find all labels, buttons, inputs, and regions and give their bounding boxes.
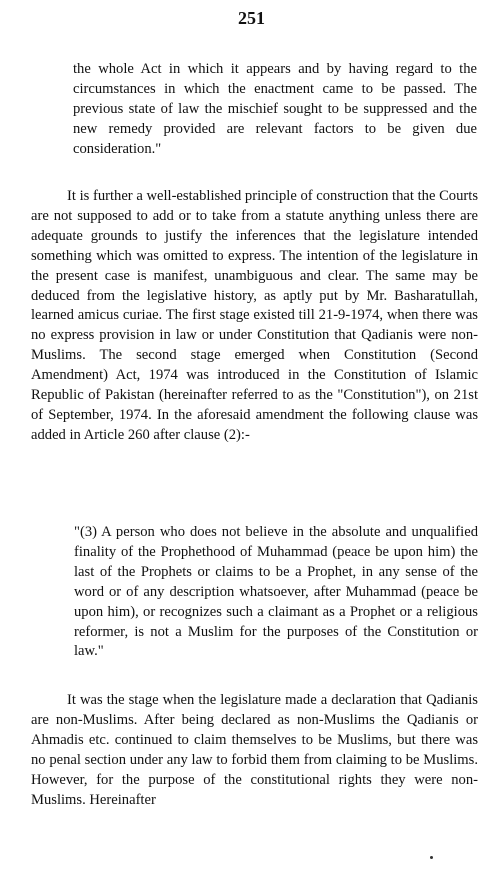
page-number: 251: [238, 8, 265, 28]
paragraph: "(3) A person who does not believe in the absolute and unqualified finality of the Prophethood of Muhammad (peace be upon him) the last of the Prophets or claims to be a Prophet, in any sense of the word or of any description whatsoever, after Muhammad (peace be upon him), or recognizes such a claimant as a Prophet or a religious reformer, is not a Muslim for the purposes of the Constitution or law.": [74, 524, 478, 660]
scan-speck: [430, 856, 433, 859]
body-paragraph: [31, 691, 478, 810]
quote-continuation: [73, 60, 477, 160]
body-paragraph: [31, 187, 478, 446]
paragraph: It is further a well-established principle of construction that the Courts are not supposed to add or to take from a statute anything unless there are adequate grounds to justify the inferences that the legislature intended something which was omitted to express. The intention of the legislature in the present case is manifest, unambiguous and clear. The same may be deduced from the legislative history, as aptly put by Mr. Basharatullah, learned amicus curiae. The first stage existed till 21-9-1974, when there was no express provision in law or under Constitution that Qadianis were non-Muslims. The second stage emerged when Constitution (Second Amendment) Act, 1974 was introduced in the Constitution of Islamic Republic of Pakistan (hereinafter referred to as the "Constitution"), on 21st of September, 1974. In the aforesaid amendment the following clause was added in Article 260 after clause (2):-: [31, 188, 478, 443]
block-quote: [74, 523, 478, 662]
paragraph: It was the stage when the legislature made a declaration that Qadianis are non-Muslims. After being declared as non-Muslims the Qadianis or Ahmadis etc. continued to claim themselves to be Muslims, but there was no penal section under any law to forbid them from claiming to be Muslims. However, for the purpose of the constitutional rights they were non-Muslims. Hereinafter: [31, 692, 478, 808]
paragraph: the whole Act in which it appears and by having regard to the circumstances in which the enactment came to be passed. The previous state of law the mischief sought to be suppressed and the new remedy provided are relevant factors to be given due consideration.": [73, 61, 477, 157]
